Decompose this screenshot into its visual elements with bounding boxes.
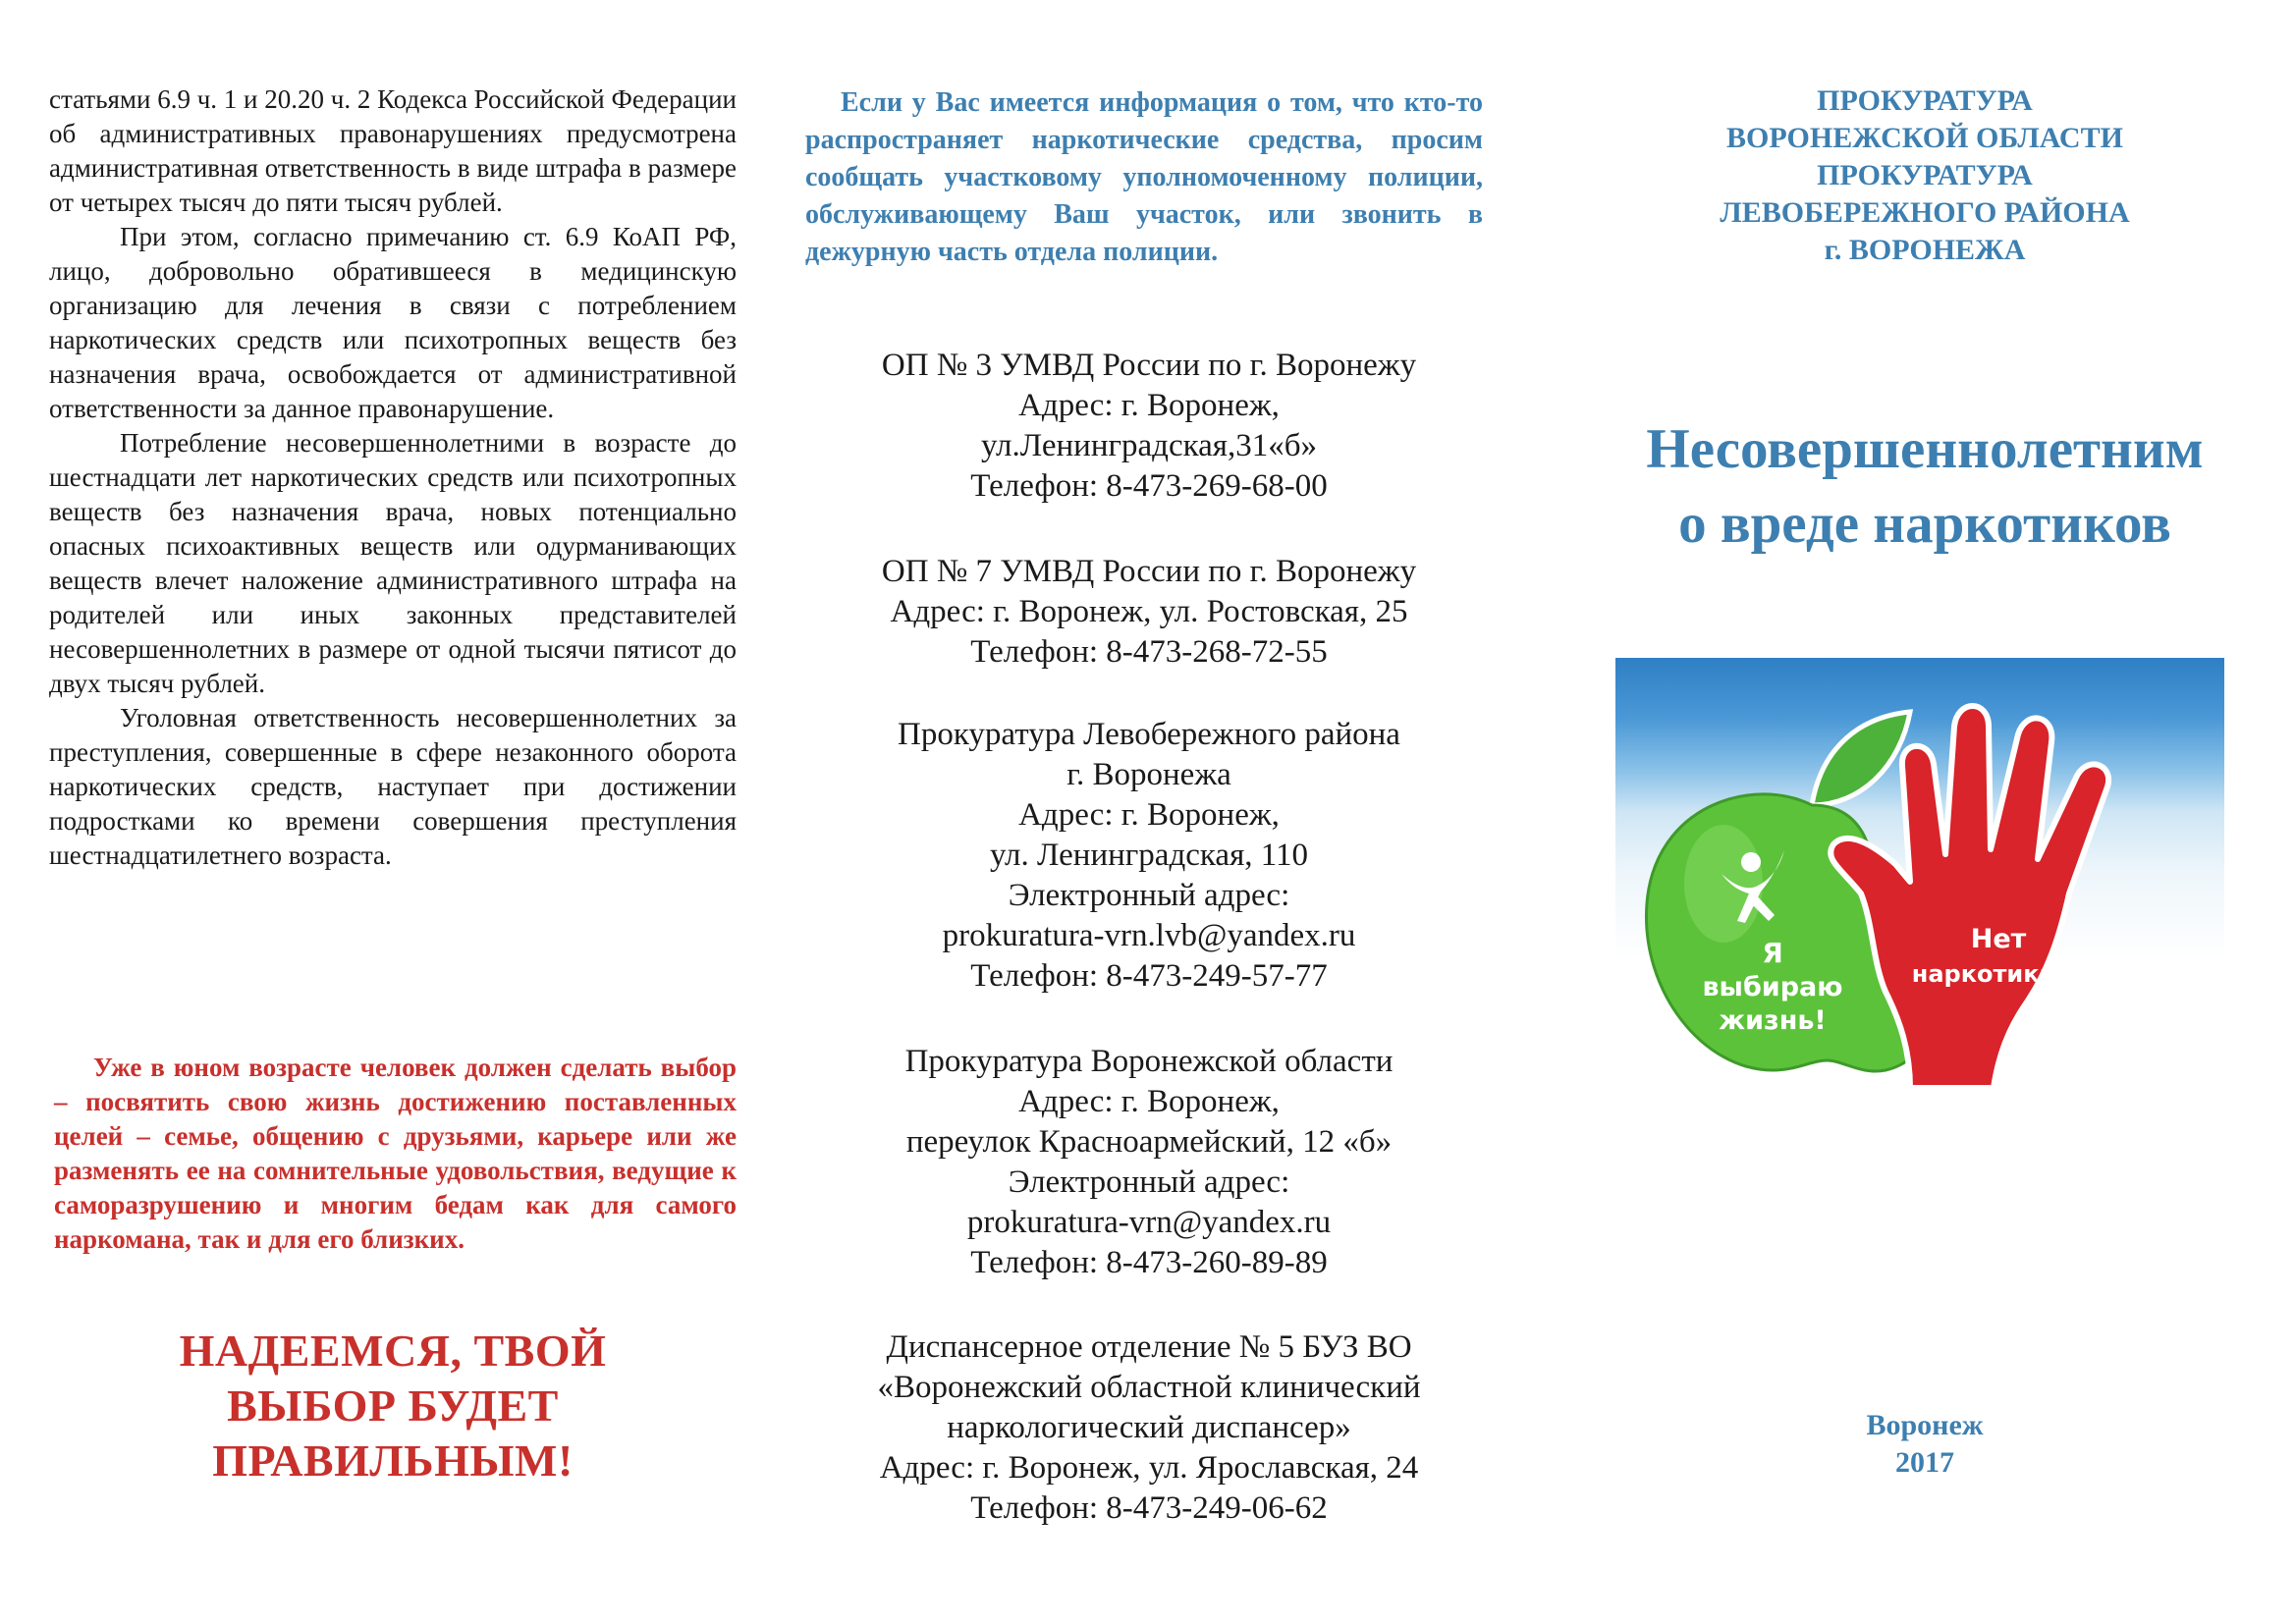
contact-line: Прокуратура Левобережного района — [898, 717, 1400, 752]
footer-year: 2017 — [1895, 1446, 1954, 1479]
slogan — [108, 1324, 678, 1488]
middle-panel — [786, 0, 1512, 1623]
organization-header — [1591, 82, 2259, 269]
contact-line: Электронный адрес: — [1008, 878, 1290, 913]
contact-line: Адрес: г. Воронеж, ул. Ярославская, 24 — [879, 1450, 1419, 1486]
header-line: г. ВОРОНЕЖА — [1824, 234, 2026, 266]
brochure-title — [1591, 412, 2259, 562]
contact-phone: Телефон: 8-473-268-72-55 — [970, 634, 1328, 670]
slogan-line: ПРАВИЛЬНЫМ! — [212, 1435, 574, 1486]
contact-line: переулок Красноармейский, 12 «б» — [905, 1124, 1393, 1160]
contact-line: «Воронежский областной клинический — [877, 1370, 1421, 1405]
contact-line: ул.Ленинградская,31«б» — [980, 428, 1318, 463]
contact-line: Прокуратура Воронежской области — [904, 1044, 1394, 1079]
paragraph-minors-fine: Потребление несовершеннолетними в возрасте до шестнадцати лет наркотических средств или психотропных веществ без назначения врача, новых потенциально опасных психоактивных веществ или одурманивающих веществ влечет наложение административного штрафа на родителей или иных законных представителей несовершеннолетних в размере от одной тысячи пятисот до двух тысяч рублей. — [49, 428, 737, 698]
contact-phone: Телефон: 8-473-249-06-62 — [970, 1490, 1328, 1526]
leaf-icon — [1812, 712, 1910, 805]
contact-line: Диспансерное отделение № 5 БУЗ ВО — [886, 1329, 1412, 1365]
report-info-text: Если у Вас имеется информация о том, что кто-то распространяет наркотические средства, просим сообщать участковому уполномоченному полиции, обслуживающему Ваш участок, или звонить в дежурную часть отдела полиции. — [805, 87, 1483, 267]
contact-op7 — [786, 552, 1512, 673]
contact-prosecutor-district — [786, 715, 1512, 997]
slogan-line: НАДЕЕМСЯ, ТВОЙ — [179, 1325, 607, 1376]
title-line: о вреде наркотиков — [1678, 493, 2171, 555]
paragraph-exemption: При этом, согласно примечанию ст. 6.9 КоАП РФ, лицо, добровольно обратившееся в медицинскую организацию для лечения в связи с потреблением наркотических средств или психотропных веществ без назначения врача, освобождается от административной ответственности за данное правонарушение. — [49, 222, 737, 423]
contact-line: ул. Ленинградская, 110 — [989, 838, 1309, 873]
left-panel — [49, 0, 737, 1623]
warning-text: Уже в юном возрасте человек должен сделать выбор – посвятить свою жизнь достижению поставленных целей – семье, общению с друзьями, карьере или же разменять ее на сомнительные удовольствия, ведущие к саморазрушению и многим бедам как для самого наркомана, так и для его близких. — [54, 1053, 737, 1254]
hand-text: наркотикам! — [1911, 960, 2086, 988]
contact-phone: Телефон: 8-473-249-57-77 — [970, 958, 1328, 994]
paragraph-criminal-liability: Уголовная ответственность несовершеннолетних за преступления, совершенные в сфере незаконного оборота наркотических средств, наступает при достижении подростками ко времени совершения преступления шестнадцатилетнего возраста. — [49, 703, 737, 870]
contact-prosecutor-region — [786, 1042, 1512, 1283]
header-line: ЛЕВОБЕРЕЖНОГО РАЙОНА — [1720, 196, 2130, 229]
contact-line: Электронный адрес: — [1008, 1164, 1290, 1200]
right-panel — [1591, 0, 2259, 1623]
contact-phone: Телефон: 8-473-269-68-00 — [970, 468, 1328, 504]
footer-city: Воронеж — [1866, 1409, 1984, 1441]
apple-text: выбираю — [1702, 972, 1843, 1002]
contact-email[interactable]: prokuratura-vrn.lvb@yandex.ru — [942, 918, 1356, 953]
title-line: Несовершеннолетним — [1646, 418, 2204, 480]
header-line: ВОРОНЕЖСКОЙ ОБЛАСТИ — [1726, 122, 2123, 154]
contact-line: Адрес: г. Воронеж, — [1018, 1084, 1280, 1119]
contact-line: ОП № 3 УМВД России по г. Воронежу — [881, 348, 1417, 383]
header-line: ПРОКУРАТУРА — [1817, 84, 2033, 117]
contact-op3 — [786, 346, 1512, 507]
contact-line: наркологический диспансер» — [947, 1410, 1351, 1445]
header-line: ПРОКУРАТУРА — [1817, 159, 2033, 191]
contact-email[interactable]: prokuratura-vrn@yandex.ru — [966, 1205, 1332, 1240]
law-text-block — [49, 82, 737, 873]
apple-text: Я — [1762, 937, 1783, 969]
contact-line: Адрес: г. Воронеж, ул. Ростовская, 25 — [890, 594, 1408, 629]
anti-drug-illustration — [1615, 658, 2224, 1088]
contact-line: Адрес: г. Воронеж, — [1018, 388, 1280, 423]
contact-line: г. Воронежа — [1066, 757, 1231, 792]
slogan-line: ВЫБОР БУДЕТ — [227, 1380, 559, 1431]
apple-text: жизнь! — [1719, 1005, 1827, 1036]
publication-footer — [1591, 1407, 2259, 1482]
contact-phone: Телефон: 8-473-260-89-89 — [970, 1245, 1328, 1280]
hand-text: Нет — [1970, 924, 2027, 954]
contact-line: ОП № 7 УМВД России по г. Воронежу — [881, 554, 1417, 589]
paragraph-penalty: статьями 6.9 ч. 1 и 20.20 ч. 2 Кодекса Российской Федерации об административных правонарушениях предусмотрена административная ответственность в виде штрафа в размере от четырех тысяч до пяти тысяч рублей. — [49, 84, 737, 217]
contact-dispensary — [786, 1327, 1512, 1529]
contact-line: Адрес: г. Воронеж, — [1018, 797, 1280, 833]
